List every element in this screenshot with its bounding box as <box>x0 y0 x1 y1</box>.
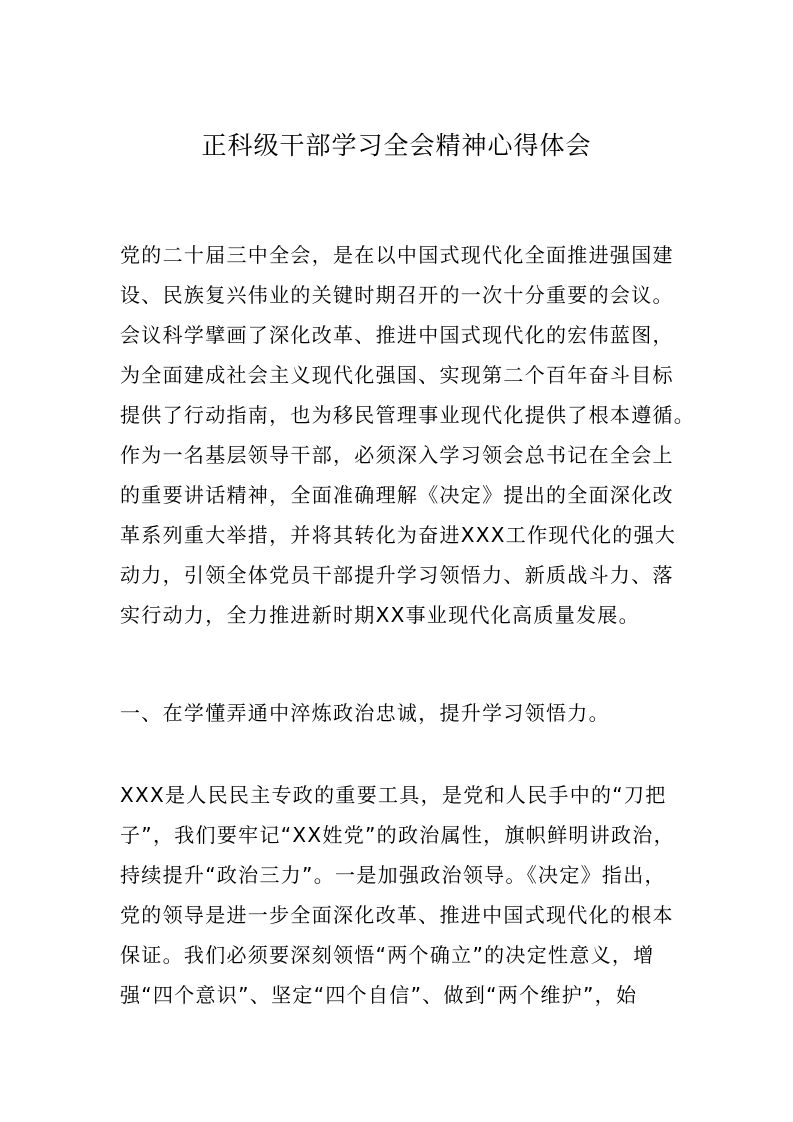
paragraph-2-line-5: 保证。我们必须要深刻领悟“两个确立”的决定性意义，增 <box>120 943 655 967</box>
paragraph-2-line-2: 子”，我们要牢记“XX姓党”的政治属性，旗帜鲜明讲政治， <box>120 823 675 847</box>
paragraph-2-line-3: 持续提升“政治三力”。一是加强政治领导。《决定》指出， <box>120 863 666 887</box>
paragraph-1-line-3: 会议科学擘画了深化改革、推进中国式现代化的宏伟蓝图， <box>120 323 674 347</box>
paragraph-2-line-1: XXX是人民民主专政的重要工具，是党和人民手中的“刀把 <box>120 783 667 807</box>
document-title: 正科级干部学习全会精神心得体会 <box>201 131 592 160</box>
paragraph-1-line-1: 党的二十届三中全会，是在以中国式现代化全面推进强国建 <box>120 243 674 267</box>
paragraph-1-line-5: 提供了行动指南，也为移民管理事业现代化提供了根本遵循。 <box>120 403 696 427</box>
paragraph-1-line-9: 动力，引领全体党员干部提升学习领悟力、新质战斗力、落 <box>120 563 674 587</box>
paragraph-1-line-6: 作为一名基层领导干部，必须深入学习领会总书记在全会上 <box>120 443 674 467</box>
paragraph-1-line-10: 实行动力，全力推进新时期XX事业现代化高质量发展。 <box>120 603 640 627</box>
paragraph-1-line-8: 革系列重大举措，并将其转化为奋进XXX工作现代化的强大 <box>120 523 677 547</box>
paragraph-2-line-6: 强“四个意识”、坚定“四个自信”、做到“两个维护”，始 <box>120 983 638 1007</box>
paragraph-1-line-2: 设、民族复兴伟业的关键时期召开的一次十分重要的会议。 <box>120 283 674 307</box>
section-1-heading: 一、在学懂弄通中淬炼政治忠诚，提升学习领悟力。 <box>120 701 610 725</box>
paragraph-1-line-4: 为全面建成社会主义现代化强国、实现第二个百年奋斗目标 <box>120 363 674 387</box>
paragraph-2-line-4: 党的领导是进一步全面深化改革、推进中国式现代化的根本 <box>120 903 674 927</box>
paragraph-1-line-7: 的重要讲话精神，全面准确理解《决定》提出的全面深化改 <box>120 483 674 507</box>
